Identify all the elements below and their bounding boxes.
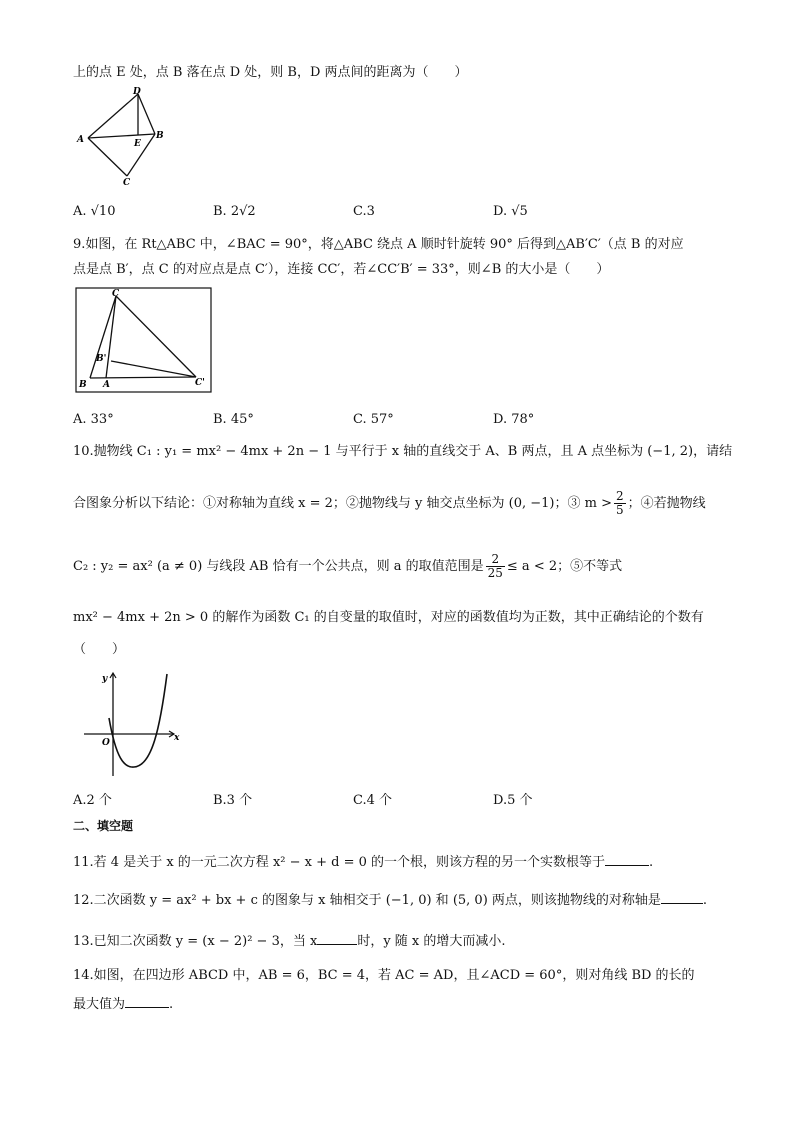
fraction-numerator: 2 [615,489,624,503]
q10-origin-label: O [102,738,110,748]
q11 [73,852,653,872]
q9-label-c-prime: C' [195,378,205,388]
q8-figure [72,84,172,188]
q13-tail: 时，y 随 x 的增大而减小. [357,934,506,949]
q8-label-a: A [77,135,84,145]
q13 [73,931,506,951]
q10-line-4: mx² − 4mx + 2n > 0 的解作为函数 C₁ 的自变量的取值时，对应的函数值均为正数，其中正确结论的个数有 [73,610,704,625]
q10-line-3-tail: ≤ a < 2；⑤不等式 [506,559,623,574]
q8-label-d: D [133,87,141,97]
q14-line-1: 14.如图，在四边形 ABCD 中，AB = 6，BC = 4，若 AC = AD，且∠ACD = 60°，则对角线 BD 的长的 [73,968,695,983]
section-title-fill-blank: 二、填空题 [73,819,134,833]
q12-text: 12.二次函数 y = ax² + bx + c 的图象与 x 轴相交于 (−1, 0) 和 (5, 0) 两点，则该抛物线的对称轴是 [73,893,661,908]
q9-option-a[interactable]: A. 33° [73,412,114,427]
q10-fraction-two-twentyfifths [486,553,505,580]
q14-tail: . [169,997,174,1012]
q10-line-2-text: 合图象分析以下结论：①对称轴为直线 x = 2；②抛物线与 y 轴交点坐标为 (0, −1)；③ m > [73,496,612,511]
q9-label-b-prime: B' [96,354,107,364]
q10-axis-y-label: y [102,674,108,684]
q9-option-b[interactable]: B. 45° [213,412,254,427]
q10-graph [80,668,195,783]
q9-option-d[interactable]: D. 78° [493,412,535,427]
q14-line-2 [73,994,173,1014]
q11-tail: . [649,855,654,870]
q9-label-b: B [79,380,87,390]
fraction-denominator: 25 [487,566,503,580]
q9-label-a: A [103,380,110,390]
q10-line-2-tail: ；④若抛物线 [627,496,706,511]
q10-option-c[interactable]: C.4 个 [353,793,393,808]
q10-line-2 [73,490,706,517]
q13-text: 13.已知二次函数 y = (x − 2)² − 3，当 x [73,934,318,949]
fraction-denominator: 5 [615,503,624,517]
q10-option-b[interactable]: B.3 个 [213,793,253,808]
q13-answer-blank[interactable] [317,931,357,945]
q8-option-c[interactable]: C.3 [353,204,375,219]
q11-answer-blank[interactable] [605,852,649,866]
q8-option-b[interactable]: B. 2√2 [213,204,256,219]
q12-tail: . [702,893,708,908]
q10-line-5: （ ） [73,642,126,657]
q9-line-2: 点是点 B′，点 C 的对应点是点 C′），连接 CC′，若∠CC′B′ = 33°，则∠B 的大小是（ ） [73,262,610,277]
q12 [73,890,707,910]
q8-label-c: C [123,178,131,188]
q10-line-3-text: C₂ : y₂ = ax² (a ≠ 0) 与线段 AB 恰有一个公共点，则 a 的取值范围是 [73,559,484,574]
q9-line-1: 9.如图，在 Rt△ABC 中，∠BAC = 90°，将△ABC 绕点 A 顺时针旋转 90° 后得到△AB′C′（点 B 的对应 [73,237,684,252]
q10-line-3 [73,553,622,580]
q8-label-e: E [134,139,141,149]
fraction-numerator: 2 [486,553,505,567]
q10-option-d[interactable]: D.5 个 [493,793,533,808]
q10-option-a[interactable]: A.2 个 [73,793,112,808]
q8-stem: 上的点 E 处，点 B 落在点 D 处，则 B，D 两点间的距离为（ ） [73,65,468,80]
q10-line-1: 10.抛物线 C₁ : y₁ = mx² − 4mx + 2n − 1 与平行于 x 轴的直线交于 A、B 两点，且 A 点坐标为 (−1, 2)，请结 [73,444,733,459]
q10-fraction-two-fifths [614,490,626,517]
q8-option-d[interactable]: D. √5 [493,204,528,219]
q14-text: 最大值为 [73,997,126,1012]
q9-figure [74,286,214,396]
q9-option-c[interactable]: C. 57° [353,412,394,427]
q10-axis-x-label: x [174,733,180,743]
q9-label-c: C [112,289,120,299]
q8-label-b: B [156,131,164,141]
q11-text: 11.若 4 是关于 x 的一元二次方程 x² − x + d = 0 的一个根，则该方程的另一个实数根等于 [73,855,606,870]
q14-answer-blank[interactable] [125,994,169,1008]
q8-option-a[interactable]: A. √10 [73,204,116,219]
q12-answer-blank[interactable] [661,890,703,904]
